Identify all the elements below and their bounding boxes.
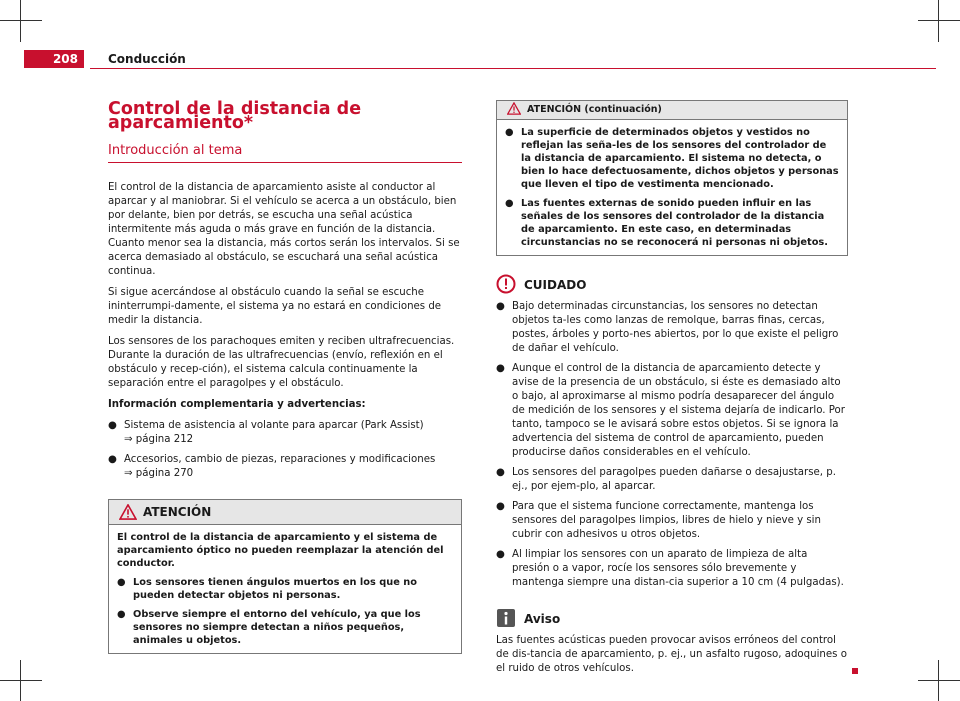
crop-mark	[918, 20, 960, 21]
crop-mark	[0, 680, 42, 681]
warning-header	[109, 500, 461, 525]
list-item-text: Bajo determinadas circunstancias, los sensores no detectan objetos ta-les como lanzas de remolque, barras finas, cercas, postes, árboles y porto-nes abiertos, por lo que existe el peligro de dañar el vehículo.	[512, 301, 839, 354]
list-item	[108, 419, 462, 447]
page-reference-link[interactable]: ⇒ página 212	[124, 434, 194, 445]
bullet-icon: ●	[117, 609, 126, 620]
note-header	[496, 608, 848, 628]
list-item-text: Para que el sistema funcione correctamente, mantenga los sensores del paragolpes limpios, libres de hielo y nieve y sin cubrir con adhesivos u otros objetos.	[512, 501, 821, 540]
header-rule	[90, 68, 936, 69]
right-column	[496, 100, 848, 683]
list-item	[505, 197, 839, 249]
info-heading: Información complementaria y advertencias:	[108, 399, 366, 410]
caution-title: CUIDADO	[524, 278, 587, 292]
info-note-icon	[496, 608, 516, 628]
paragraph: Si sigue acercándose al obstáculo cuando la señal se escuche ininterrumpi-damente, el sistema ya no estará en condiciones de medir la distancia.	[108, 287, 442, 326]
list-item-text: Sistema de asistencia al volante para aparcar (Park Assist)	[124, 420, 424, 431]
bullet-icon: ●	[108, 454, 117, 465]
caution-exclamation-icon	[496, 274, 516, 294]
bullet-icon: ●	[505, 127, 514, 138]
list-item-text: La superficie de determinados objetos y vestidos no reflejan las seña-les de los sensores del controlador de la distancia de aparcamiento. El sistema no detecta, o bien lo hace defectuosamente, dichos objetos y personas que lleven el tipo de vestimenta mencionado.	[521, 127, 839, 190]
bullet-icon: ●	[117, 577, 126, 588]
page-title: Control de la distancia de aparcamiento*	[108, 99, 362, 133]
warning-triangle-icon	[507, 102, 521, 115]
list-item	[117, 576, 453, 602]
list-item	[496, 466, 848, 494]
list-item	[496, 362, 848, 460]
list-item-text: Al limpiar los sensores con un aparato de limpieza de alta presión o a vapor, rocíe los sensores sólo brevemente y mantenga siempre una distan-cia superior a 10 cm (4 pulgadas).	[512, 549, 844, 588]
list-item-text: Observe siempre el entorno del vehículo, ya que los sensores no siempre detectan a niños pequeños, animales u objetos.	[133, 609, 421, 646]
page-number: 208	[24, 50, 84, 68]
note-text-content: Las fuentes acústicas pueden provocar avisos erróneos del control de dis-tancia de aparcamiento, p. ej., un asfalto rugoso, adoquines o el ruido de otros vehículos.	[496, 635, 847, 674]
bullet-icon: ●	[496, 301, 505, 312]
bullet-icon: ●	[496, 467, 505, 478]
crop-mark	[20, 660, 21, 701]
page-reference-link[interactable]: ⇒ página 270	[124, 468, 194, 479]
crop-mark	[938, 0, 939, 42]
warning-triangle-icon	[119, 504, 137, 520]
list-item-text: Los sensores tienen ángulos muertos en los que no pueden detectar objetos ni personas.	[133, 577, 417, 601]
list-item-text: Los sensores del paragolpes pueden dañarse o desajustarse, p. ej., por ejem-plo, al aparcar.	[512, 467, 836, 492]
warning-intro: El control de la distancia de aparcamiento y el sistema de aparcamiento óptico no pueden reemplazar la atención del conductor.	[117, 532, 444, 569]
list-item-text: Aunque el control de la distancia de aparcamiento detecte y avise de la presencia de un obstáculo, si éste es demasiado alto o bajo, al aproximarse al mismo podría desaparecer del ángulo de medición de los sensores y el sistema dejaría de indicarlo. Por tanto, tampoco se le avisará sobre estos objetos. Si se ignora la advertencia del sistema de control de aparcamiento, pueden producirse daños considerables en el vehículo.	[512, 363, 845, 458]
warning-box	[108, 499, 462, 654]
bullet-icon: ●	[496, 549, 505, 560]
warning-title: ATENCIÓN	[143, 505, 212, 519]
list-item-text: Las fuentes externas de sonido pueden influir en las señales de los sensores del controlador de la distancia de aparcamiento. En este caso, en determinadas circunstancias no se reconocerá ni personas ni objetos.	[521, 198, 828, 248]
paragraph: El control de la distancia de aparcamiento asiste al conductor al aparcar y al maniobrar. Si el vehículo se acerca a un obstáculo, bien por delante, bien por detrás, se escucha una señal acústica intermitente más aguda o más grave en función de la distancia. Cuanto menor sea la distancia, más cortos serán los intervalos. Si se acerca demasiado al obstáculo, se escuchará una señal acústica continua.	[108, 182, 460, 277]
list-item	[108, 453, 462, 481]
list-item	[496, 548, 848, 590]
chapter-title: Conducción	[108, 52, 186, 66]
left-column	[108, 96, 462, 654]
paragraph: Los sensores de los parachoques emiten y reciben ultrafrecuencias. Durante la duración de las ultrafrecuencias (envío, reflexión en el obstáculo y recep-ción), el sistema calcula continuamente la separación entre el paragolpes y el obstáculo.	[108, 336, 455, 389]
warning-header	[497, 101, 847, 120]
bullet-icon: ●	[496, 501, 505, 512]
list-item	[117, 608, 453, 647]
bullet-icon: ●	[108, 420, 117, 431]
crop-mark	[20, 0, 21, 42]
list-item-text: Accesorios, cambio de piezas, reparaciones y modificaciones	[124, 454, 436, 465]
crop-mark	[938, 660, 939, 701]
warning-box-continued	[496, 100, 848, 256]
list-item	[505, 126, 839, 191]
warning-title: ATENCIÓN (continuación)	[527, 104, 662, 115]
list-item	[496, 300, 848, 356]
section-subtitle: Introducción al tema	[108, 144, 462, 163]
note-text	[496, 634, 848, 676]
bullet-icon: ●	[505, 198, 514, 209]
crop-mark	[918, 680, 960, 681]
note-title: Aviso	[524, 612, 561, 626]
warning-body	[109, 525, 461, 653]
bullet-icon: ●	[496, 363, 505, 374]
caution-header	[496, 274, 848, 294]
list-item	[496, 500, 848, 542]
crop-mark	[0, 20, 42, 21]
warning-body	[497, 120, 847, 255]
end-of-section-marker	[852, 668, 858, 674]
